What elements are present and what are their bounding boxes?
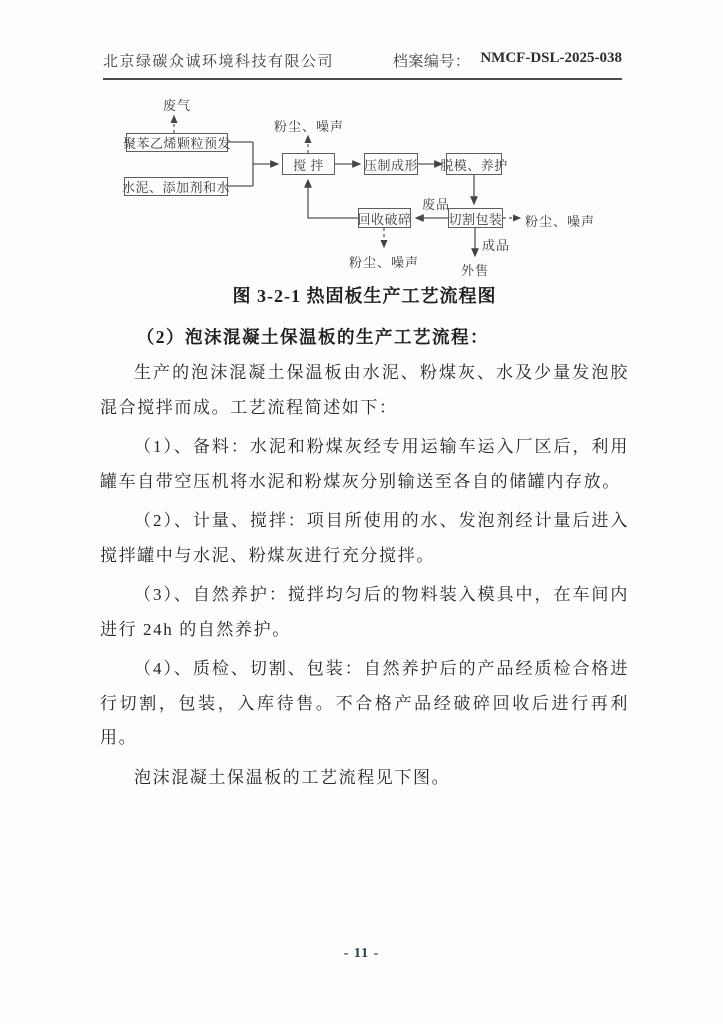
page-header	[103, 50, 622, 80]
paragraph: （3）、自然养护：搅拌均匀后的物料装入模具中，在车间内进行 24h 的自然养护。	[100, 585, 629, 639]
figure-caption: 图 3-2-1 热固板生产工艺流程图	[232, 286, 497, 306]
box-demold-curing: 脱模、养护	[446, 153, 502, 175]
label-finished-product: 成品	[482, 238, 511, 253]
archive-label: 档案编号：	[392, 54, 471, 70]
box-cement-additives: 水泥、添加剂和水	[124, 177, 228, 196]
label-external-sale: 外售	[461, 263, 490, 278]
process-flowchart	[95, 85, 655, 290]
page-number: - 11 -	[343, 946, 380, 961]
archive-number-group	[393, 50, 622, 71]
box-cutting-packing: 切割包装	[448, 208, 503, 228]
label-dust-noise-bottom: 粉尘、噪声	[348, 255, 419, 270]
box-mixing: 搅 拌	[282, 153, 335, 175]
archive-number: NMCF-DSL-2025-038	[480, 50, 622, 66]
label-waste-gas: 废气	[162, 98, 191, 113]
paragraph: （4）、质检、切割、包装：自然养护后的产品经质检合格进行切割，包装，入库待售。不合格产品经破碎回收后进行再利用。	[100, 659, 629, 747]
section-heading: （2）泡沫混凝土保温板的生产工艺流程：	[136, 327, 489, 347]
box-pre-foaming: 聚苯乙烯颗粒预发	[126, 133, 228, 152]
box-press-forming: 压制成形	[364, 153, 418, 175]
paragraph: （2）、计量、搅拌：项目所使用的水、发泡剂经计量后进入搅拌罐中与水泥、粉煤灰进行充分搅拌。	[100, 511, 629, 565]
document-body	[100, 284, 629, 800]
paragraph: 泡沫混凝土保温板的工艺流程见下图。	[134, 767, 451, 787]
paragraph: 生产的泡沫混凝土保温板由水泥、粉煤灰、水及少量发泡胶混合搅拌而成。工艺流程简述如下：	[100, 363, 629, 417]
label-dust-noise-right: 粉尘、噪声	[525, 214, 596, 229]
box-recycle-crushing: 回收破碎	[358, 208, 411, 228]
company-name: 北京绿碳众诚环境科技有限公司	[103, 54, 335, 70]
label-dust-noise-top: 粉尘、噪声	[273, 119, 344, 134]
label-scrap: 废品	[422, 197, 451, 212]
paragraph: （1）、备料：水泥和粉煤灰经专用运输车运入厂区后，利用罐车自带空压机将水泥和粉煤灰分别输送至各自的储罐内存放。	[100, 437, 629, 491]
